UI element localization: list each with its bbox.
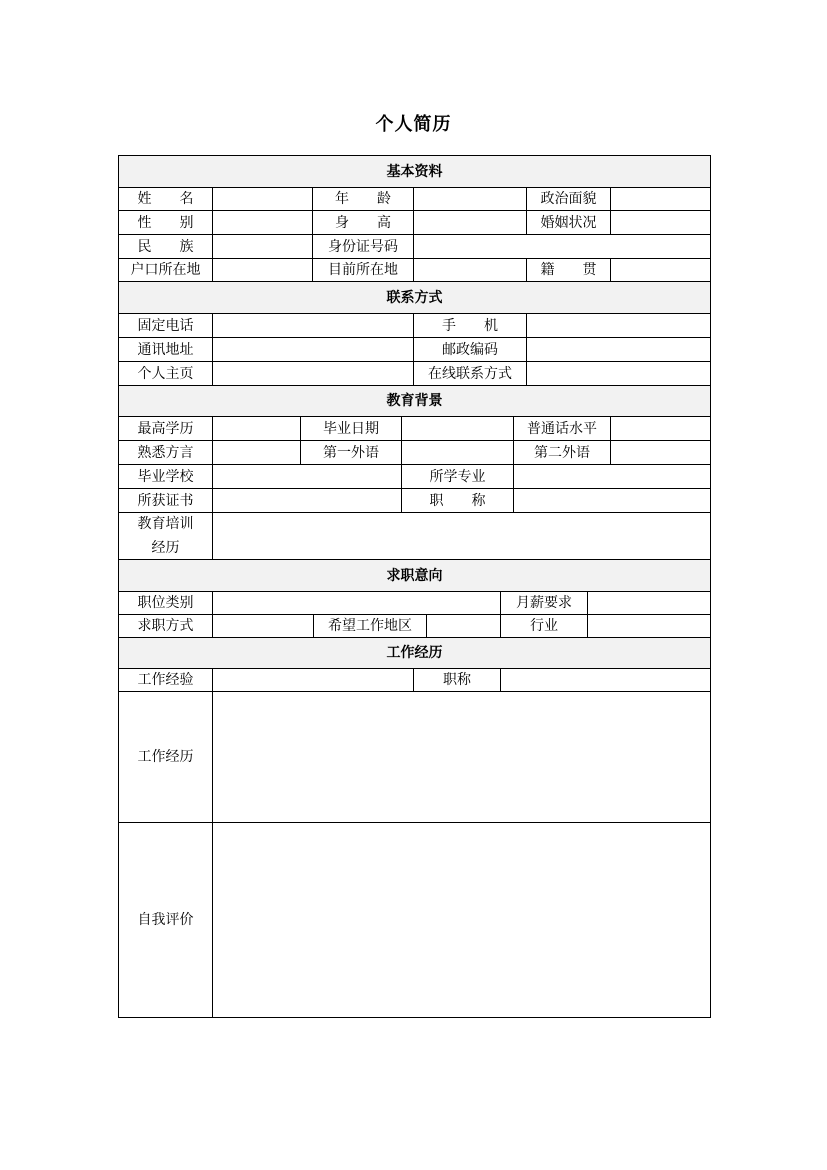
label-work-history: 工作经历 — [118, 691, 213, 823]
label-grad-date: 毕业日期 — [300, 416, 402, 441]
input-grad-date[interactable] — [401, 416, 514, 441]
label-name: 姓 名 — [118, 187, 213, 211]
page-title: 个人简历 — [375, 114, 452, 135]
section-job-intent: 求职意向 — [118, 559, 711, 592]
input-second-language[interactable] — [610, 440, 711, 465]
input-professional-title[interactable] — [513, 488, 711, 513]
label-id-number: 身份证号码 — [312, 234, 414, 259]
label-certificates: 所获证书 — [118, 488, 213, 513]
input-job-type[interactable] — [212, 591, 501, 615]
label-age: 年 龄 — [312, 187, 414, 211]
input-homepage[interactable] — [212, 361, 414, 386]
label-school: 毕业学校 — [118, 464, 213, 489]
input-work-history[interactable] — [212, 691, 711, 823]
label-native-place: 籍 贯 — [526, 258, 611, 282]
input-address[interactable] — [212, 337, 414, 362]
label-second-language: 第二外语 — [513, 440, 611, 465]
section-education: 教育背景 — [118, 385, 711, 417]
label-training-line1: 教育培训 — [137, 516, 194, 532]
input-age[interactable] — [413, 187, 527, 211]
label-mobile: 手 机 — [413, 313, 527, 338]
input-landline[interactable] — [212, 313, 414, 338]
input-training[interactable] — [212, 512, 711, 560]
label-degree: 最高学历 — [118, 416, 213, 441]
input-postcode[interactable] — [526, 337, 711, 362]
input-name[interactable] — [212, 187, 313, 211]
input-online-contact[interactable] — [526, 361, 711, 386]
label-self-evaluation: 自我评价 — [118, 822, 213, 1018]
input-certificates[interactable] — [212, 488, 402, 513]
label-landline: 固定电话 — [118, 313, 213, 338]
input-major[interactable] — [513, 464, 711, 489]
label-major: 所学专业 — [401, 464, 514, 489]
input-mobile[interactable] — [526, 313, 711, 338]
label-training-line2: 经历 — [151, 540, 180, 556]
label-height: 身 高 — [312, 210, 414, 235]
label-ethnicity: 民 族 — [118, 234, 213, 259]
label-address: 通讯地址 — [118, 337, 213, 362]
label-professional-title: 职 称 — [401, 488, 514, 513]
input-height[interactable] — [413, 210, 527, 235]
label-online-contact: 在线联系方式 — [413, 361, 527, 386]
label-mandarin-level: 普通话水平 — [513, 416, 611, 441]
input-native-place[interactable] — [610, 258, 711, 282]
label-first-language: 第一外语 — [300, 440, 402, 465]
input-mandarin-level[interactable] — [610, 416, 711, 441]
label-marital-status: 婚姻状况 — [526, 210, 611, 235]
label-job-type: 职位类别 — [118, 591, 213, 615]
label-homepage: 个人主页 — [118, 361, 213, 386]
input-marital-status[interactable] — [610, 210, 711, 235]
input-school[interactable] — [212, 464, 402, 489]
label-dialect: 熟悉方言 — [118, 440, 213, 465]
label-salary: 月薪要求 — [500, 591, 588, 615]
input-first-language[interactable] — [401, 440, 514, 465]
label-industry: 行业 — [500, 614, 588, 638]
label-work-title: 职称 — [413, 668, 501, 692]
label-job-method: 求职方式 — [118, 614, 213, 638]
section-contact: 联系方式 — [118, 281, 711, 314]
input-job-method[interactable] — [212, 614, 314, 638]
label-postcode: 邮政编码 — [413, 337, 527, 362]
input-self-evaluation[interactable] — [212, 822, 711, 1018]
input-degree[interactable] — [212, 416, 301, 441]
input-work-title[interactable] — [500, 668, 711, 692]
input-id-number[interactable] — [413, 234, 711, 259]
input-work-experience[interactable] — [212, 668, 414, 692]
label-training — [118, 512, 213, 560]
input-ethnicity[interactable] — [212, 234, 313, 259]
input-industry[interactable] — [587, 614, 711, 638]
input-desired-area[interactable] — [426, 614, 501, 638]
label-political-status: 政治面貌 — [526, 187, 611, 211]
input-gender[interactable] — [212, 210, 313, 235]
label-gender: 性 别 — [118, 210, 213, 235]
label-hukou: 户口所在地 — [118, 258, 213, 282]
label-current-location: 目前所在地 — [312, 258, 414, 282]
input-salary[interactable] — [587, 591, 711, 615]
input-hukou[interactable] — [212, 258, 313, 282]
input-current-location[interactable] — [413, 258, 527, 282]
input-dialect[interactable] — [212, 440, 301, 465]
section-work-history: 工作经历 — [118, 637, 711, 669]
label-desired-area: 希望工作地区 — [313, 614, 427, 638]
section-basic-info: 基本资料 — [118, 155, 711, 188]
label-work-experience: 工作经验 — [118, 668, 213, 692]
input-political-status[interactable] — [610, 187, 711, 211]
